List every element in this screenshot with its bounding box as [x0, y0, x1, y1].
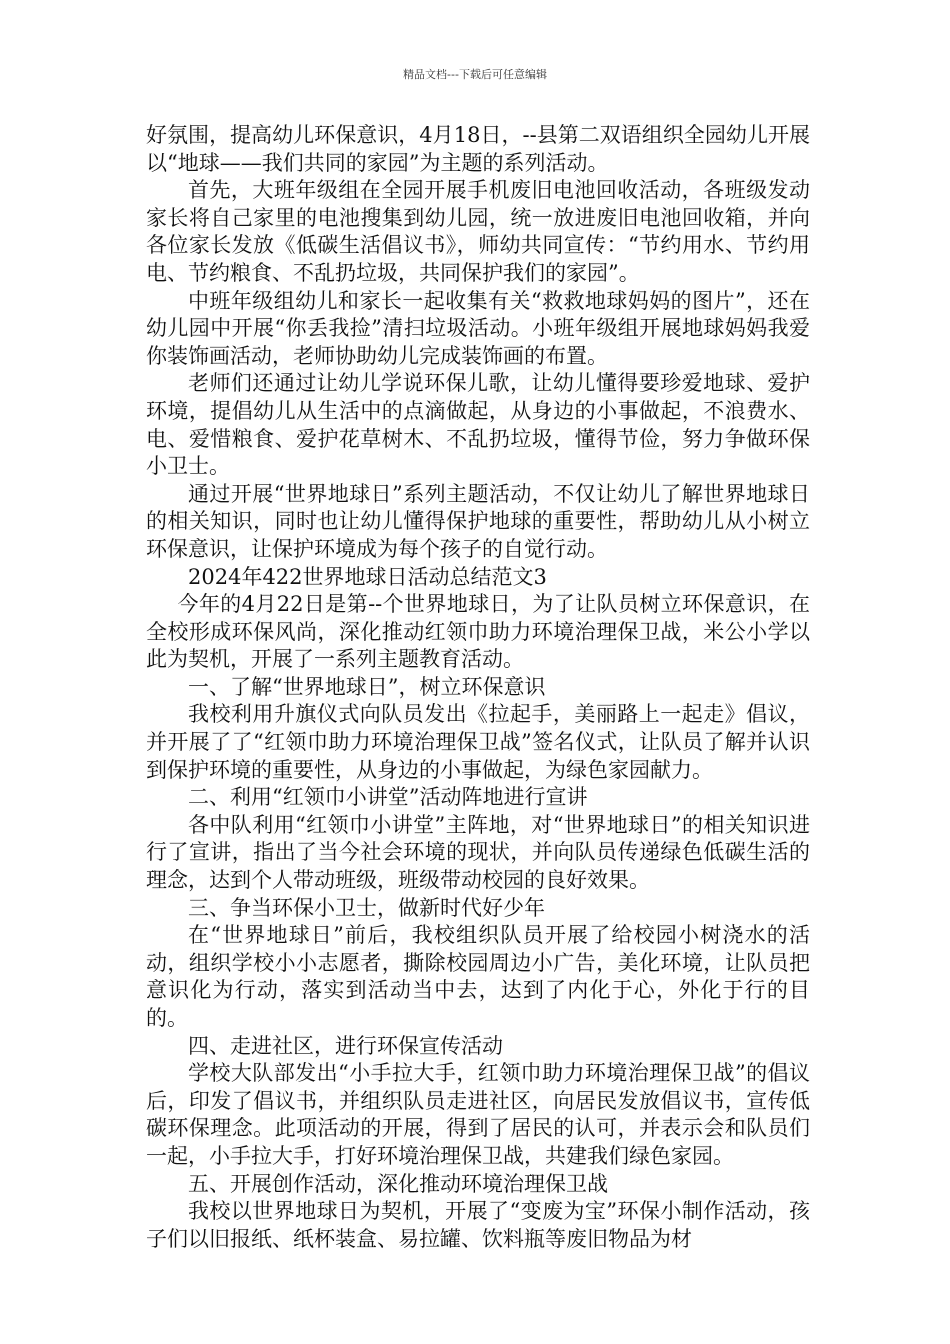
- paragraph-5: 通过开展“世界地球日”系列主题活动，不仅让幼儿了解世界地球日的相关知识，同时也让幼儿懂得保护地球的重要性，帮助幼儿从小树立环保意识，让保护环境成为每个孩子的自觉行动。: [146, 481, 810, 561]
- paragraph-heading-4-body: 学校大队部发出“小手拉大手，红领巾助力环境治理保卫战”的倡议后，印发了倡议书，并组织队员走进社区，向居民发放倡议书，宣传低碳环保理念。此项活动的开展，得到了居民的认可，并表示会和队员们一起，小手拉大手，打好环境治理保卫战，共建我们绿色家园。: [146, 1061, 810, 1168]
- paragraph-intro: 今年的4月22日是第--个世界地球日，为了让队员树立环保意识，在全校形成环保风尚，深化推动红领巾助力环境治理保卫战，米公小学以此为契机，开展了一系列主题教育活动。: [146, 592, 810, 672]
- heading-4: 四、走进社区，进行环保宣传活动: [188, 1033, 503, 1058]
- heading-1: 一、了解“世界地球日”，树立环保意识: [188, 674, 546, 699]
- paragraph-heading-3-body: 在“世界地球日”前后，我校组织队员开展了给校园小树浇水的活动，组织学校小小志愿者，撕除校园周边小广告，美化环境，让队员把意识化为行动，落实到活动当中去，达到了内化于心，外化于行的目的。: [146, 923, 810, 1030]
- paragraph-heading-1-body: 我校利用升旗仪式向队员发出《拉起手，美丽路上一起走》倡议，并开展了了“红领巾助力环境治理保卫战”签名仪式，让队员了解并认识到保护环境的重要性，从身边的小事做起，为绿色家园献力。: [146, 702, 810, 782]
- heading-2: 二、利用“红领巾小讲堂”活动阵地进行宣讲: [188, 785, 588, 810]
- heading-3: 三、争当环保小卫士，做新时代好少年: [188, 895, 545, 920]
- paragraph-3: 中班年级组幼儿和家长一起收集有关“救救地球妈妈的图片”，还在幼儿园中开展“你丢我捡”清扫垃圾活动。小班年级组开展地球妈妈我爱你装饰画活动，老师协助幼儿完成装饰画的布置。: [146, 288, 810, 368]
- heading-5: 五、开展创作活动，深化推动环境治理保卫战: [188, 1171, 608, 1196]
- paragraph-2: 首先，大班年级组在全园开展手机废旧电池回收活动，各班级发动家长将自己家里的电池搜集到幼儿园，统一放进废旧电池回收箱，并向各位家长发放《低碳生活倡议书》，师幼共同宣传：“节约用水、节约用电、节约粮食、不乱扔垃圾，共同保护我们的家园”。: [146, 178, 810, 285]
- document-body: [146, 122, 810, 1253]
- page-header-note: 精品文档---下载后可任意编辑: [403, 68, 547, 81]
- paragraph-heading-5-body: 我校以世界地球日为契机，开展了“变废为宝”环保小制作活动，孩子们以旧报纸、纸杯装盒、易拉罐、饮料瓶等废旧物品为材: [146, 1199, 810, 1251]
- paragraph-4: 老师们还通过让幼儿学说环保儿歌，让幼儿懂得要珍爱地球、爱护环境，提倡幼儿从生活中的点滴做起，从身边的小事做起，不浪费水、电、爱惜粮食、爱护花草树木、不乱扔垃圾，懂得节俭，努力争做环保小卫士。: [146, 371, 810, 479]
- paragraph-heading-2-body: 各中队利用“红领巾小讲堂”主阵地，对“世界地球日”的相关知识进行了宣讲，指出了当今社会环境的现状，并向队员传递绿色低碳生活的理念，达到个人带动班级，班级带动校园的良好效果。: [146, 812, 810, 893]
- section-title: 2024年422世界地球日活动总结范文3: [188, 564, 547, 589]
- paragraph-1: 好氛围，提高幼儿环保意识，4月18日，--县第二双语组织全园幼儿开展以“地球——我们共同的家园”为主题的系列活动。: [146, 123, 810, 175]
